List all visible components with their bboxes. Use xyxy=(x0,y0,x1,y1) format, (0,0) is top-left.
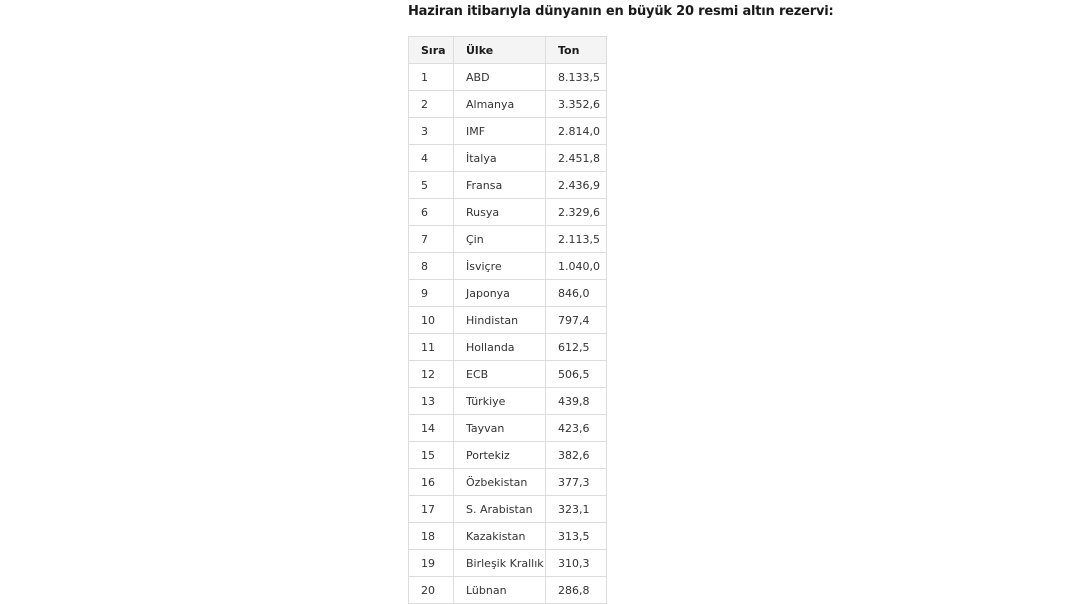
tons-cell: 439,8 xyxy=(546,388,607,415)
country-cell: S. Arabistan xyxy=(454,496,546,523)
rank-cell: 10 xyxy=(409,307,454,334)
rank-cell: 20 xyxy=(409,577,454,604)
table-row xyxy=(409,280,607,307)
rank-cell: 6 xyxy=(409,199,454,226)
tons-cell: 3.352,6 xyxy=(546,91,607,118)
tons-cell: 423,6 xyxy=(546,415,607,442)
table-row xyxy=(409,577,607,604)
tons-cell: 797,4 xyxy=(546,307,607,334)
tons-cell: 846,0 xyxy=(546,280,607,307)
tons-cell: 310,3 xyxy=(546,550,607,577)
country-cell: Fransa xyxy=(454,172,546,199)
tons-cell: 2.436,9 xyxy=(546,172,607,199)
table-row xyxy=(409,118,607,145)
table-row xyxy=(409,550,607,577)
table-row xyxy=(409,496,607,523)
country-cell: Rusya xyxy=(454,199,546,226)
country-cell: Portekiz xyxy=(454,442,546,469)
tons-cell: 2.113,5 xyxy=(546,226,607,253)
table-header-row xyxy=(409,37,607,64)
rank-cell: 9 xyxy=(409,280,454,307)
country-cell: Japonya xyxy=(454,280,546,307)
rank-cell: 15 xyxy=(409,442,454,469)
table-heading: Haziran itibarıyla dünyanın en büyük 20 resmi altın rezervi: xyxy=(408,4,834,19)
rank-cell: 13 xyxy=(409,388,454,415)
rank-cell: 4 xyxy=(409,145,454,172)
rank-cell: 14 xyxy=(409,415,454,442)
tons-cell: 377,3 xyxy=(546,469,607,496)
tons-cell: 8.133,5 xyxy=(546,64,607,91)
table-row xyxy=(409,64,607,91)
rank-cell: 1 xyxy=(409,64,454,91)
country-cell: Kazakistan xyxy=(454,523,546,550)
tons-cell: 382,6 xyxy=(546,442,607,469)
tons-cell: 506,5 xyxy=(546,361,607,388)
table-row xyxy=(409,226,607,253)
tons-cell: 286,8 xyxy=(546,577,607,604)
header-country: Ülke xyxy=(454,37,546,64)
table-row xyxy=(409,307,607,334)
table-row xyxy=(409,388,607,415)
header-rank: Sıra xyxy=(409,37,454,64)
tons-cell: 2.451,8 xyxy=(546,145,607,172)
country-cell: Almanya xyxy=(454,91,546,118)
tons-cell: 612,5 xyxy=(546,334,607,361)
tons-cell: 323,1 xyxy=(546,496,607,523)
rank-cell: 3 xyxy=(409,118,454,145)
table-row xyxy=(409,145,607,172)
rank-cell: 2 xyxy=(409,91,454,118)
tons-cell: 1.040,0 xyxy=(546,253,607,280)
rank-cell: 7 xyxy=(409,226,454,253)
country-cell: Türkiye xyxy=(454,388,546,415)
country-cell: Birleşik Krallık xyxy=(454,550,546,577)
table-row xyxy=(409,523,607,550)
table-row xyxy=(409,469,607,496)
table-row xyxy=(409,172,607,199)
tons-cell: 313,5 xyxy=(546,523,607,550)
country-cell: İsviçre xyxy=(454,253,546,280)
rank-cell: 12 xyxy=(409,361,454,388)
table-row xyxy=(409,361,607,388)
table-row xyxy=(409,442,607,469)
rank-cell: 8 xyxy=(409,253,454,280)
country-cell: Hindistan xyxy=(454,307,546,334)
table-row xyxy=(409,91,607,118)
rank-cell: 17 xyxy=(409,496,454,523)
country-cell: Tayvan xyxy=(454,415,546,442)
tons-cell: 2.814,0 xyxy=(546,118,607,145)
country-cell: IMF xyxy=(454,118,546,145)
country-cell: ECB xyxy=(454,361,546,388)
rank-cell: 16 xyxy=(409,469,454,496)
rank-cell: 19 xyxy=(409,550,454,577)
rank-cell: 5 xyxy=(409,172,454,199)
header-tons: Ton xyxy=(546,37,607,64)
rank-cell: 11 xyxy=(409,334,454,361)
country-cell: Hollanda xyxy=(454,334,546,361)
country-cell: Lübnan xyxy=(454,577,546,604)
table-row xyxy=(409,334,607,361)
country-cell: İtalya xyxy=(454,145,546,172)
table-row xyxy=(409,253,607,280)
country-cell: ABD xyxy=(454,64,546,91)
tons-cell: 2.329,6 xyxy=(546,199,607,226)
country-cell: Özbekistan xyxy=(454,469,546,496)
country-cell: Çin xyxy=(454,226,546,253)
table-row xyxy=(409,415,607,442)
rank-cell: 18 xyxy=(409,523,454,550)
table-row xyxy=(409,199,607,226)
table-body xyxy=(409,64,607,604)
gold-reserves-table xyxy=(408,36,607,604)
